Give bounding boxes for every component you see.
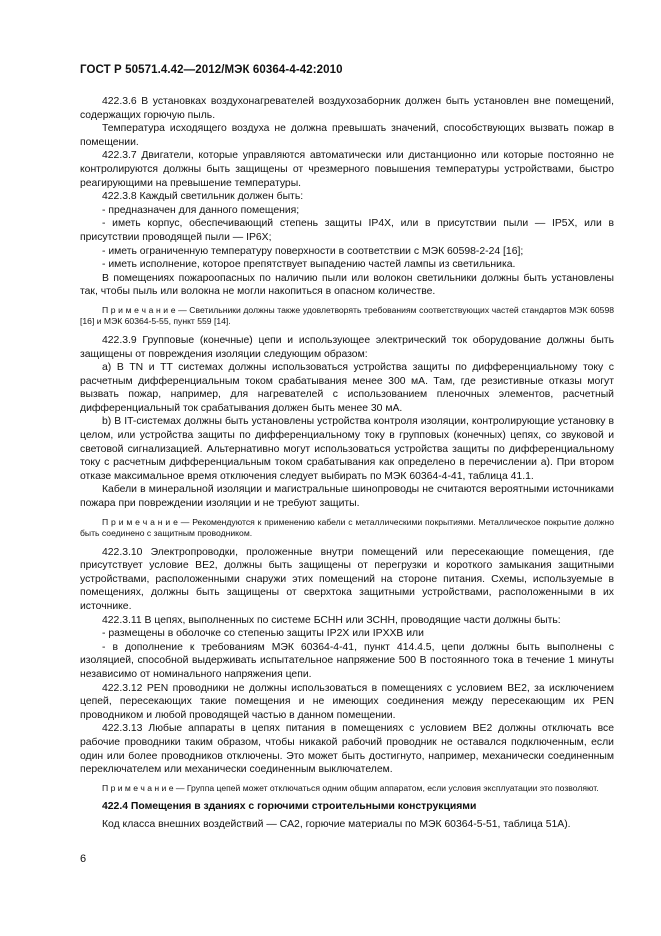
paragraph: В помещениях пожароопасных по наличию пыли или волокон светильники должны быть установлены так, чтобы пыль или волокна не могли накопиться в опасном количестве.	[80, 272, 614, 298]
paragraph: 422.3.12 PEN проводники не должны использоваться в помещениях с условием BE2, за исключением цепей, пересекающих такие помещения и не имеющих соединения между пересекающим их PEN проводником и любой проводящей частью в данном помещении.	[80, 682, 614, 721]
list-item: b) В IT-системах должны быть установлены устройства контроля изоляции, контролирующие установку в целом, или устройства защиты по дифференциальному току в групповых (конечных) цепях, со звуковой и световой сигнализацией. Альтернативно могут использоваться устройства защиты по дифференциальному току с расчетным дифференциальным током срабатывания как определено в перечислении а). При втором отказе максимальное время отключения следует выбирать по МЭК 60364-4-41, таблица 41.1.	[80, 416, 614, 482]
paragraph: 422.3.13 Любые аппараты в цепях питания в помещениях с условием BE2 должны отключать все рабочие проводники таким образом, чтобы никакой рабочий проводник не оставался подключенным, если один или более проводников отключены. Это может быть достигнуто, например, механически соединенным переключателем или механически соединенным выключателем.	[80, 723, 614, 776]
paragraph: Кабели в минеральной изоляции и магистральные шинопроводы не считаются вероятными источниками пожара при повреждении изоляции и не требуют защиты.	[80, 484, 614, 510]
paragraph: Температура исходящего воздуха не должна превышать значений, способствующих вызвать пожар в помещении.	[80, 123, 614, 148]
list-item: - иметь ограниченную температуру поверхности в соответствии с МЭК 60598-2-24 [16];	[102, 245, 524, 257]
section-heading: 422.4 Помещения в зданиях с горючими строительными конструкциями	[102, 801, 477, 813]
page-number: 6	[80, 853, 87, 865]
paragraph: 422.3.11 В цепях, выполненных по системе БСНН или ЗСНН, проводящие части должны быть:	[102, 614, 561, 626]
paragraph: 422.3.6 В установках воздухонагревателей воздухозаборник должен быть установлен вне помещений, содержащих горючую пыль.	[80, 96, 614, 121]
list-item: - иметь корпус, обеспечивающий степень защиты IP4X, или в присутствии пыли — IP5X, или в присутствии проводящей пыли — IP6X;	[80, 218, 614, 243]
list-item: - предназначен для данного помещения;	[102, 204, 300, 216]
list-item: - иметь исполнение, которое препятствует выпадению частей лампы из светильника.	[102, 259, 516, 271]
list-item: - размещены в оболочке со степенью защиты IP2X или IPXXB или	[102, 628, 424, 640]
paragraph: Код класса внешних воздействий — CA2, горючие материалы по МЭК 60364-5-51, таблица 51А).	[102, 818, 571, 830]
paragraph: 422.3.8 Каждый светильник должен быть:	[102, 191, 304, 203]
note: П р и м е ч а н и е — Светильники должны также удовлетворять требованиям соответствующих частей стандартов МЭК 60598 [16] и МЭК 60364-5-55, пункт 559 [14].	[80, 304, 614, 327]
list-item: - в дополнение к требованиям МЭК 60364-4-41, пункт 414.4.5, цепи должны быть выполнены с изоляцией, способной выдерживать испытательное напряжение 500 В постоянного тока в течение 1 минуты независимо от номинального напряжения цепи.	[80, 641, 614, 680]
document-body	[80, 95, 614, 831]
paragraph: 422.3.10 Электропроводки, проложенные внутри помещений или пересекающие помещения, где присутствует условие BE2, должны быть защищены от перегрузки и короткого замыкания защитными устройствами, расположенными снаружи этих помещений на стороне питания. Схемы, используемые в помещениях, должны быть защищены от сверхтока защитными устройствами, расположенными в их источнике.	[80, 546, 614, 612]
note: П р и м е ч а н и е — Рекомендуются к применению кабели с металлическими покрытиями. Металлическое покрытие должно быть соединено с защитным проводником.	[80, 516, 614, 539]
paragraph: 422.3.7 Двигатели, которые управляются автоматически или дистанционно или которые постоянно не контролируются должны быть защищены от чрезмерного повышения температуры устройствами, быстро реагирующими на превышение температуры.	[80, 150, 614, 189]
list-item: a) В TN и TT системах должны использоваться устройства защиты по дифференциальному току с расчетным дифференциальным током срабатывания менее 300 мА. Там, где резистивные отказы могут вызвать пожар, например, для нагревателей с использованием пленочных элементов, расчетный дифференциальный ток срабатывания должен быть менее 30 мА.	[80, 362, 614, 414]
paragraph: 422.3.9 Групповые (конечные) цепи и использующее электрический ток оборудование должны быть защищены от повреждения изоляции следующим образом:	[80, 334, 614, 360]
note: П р и м е ч а н и е — Группа цепей может отключаться одним общим аппаратом, если условия эксплуатации это позволяют.	[102, 782, 599, 793]
document-header: ГОСТ Р 50571.4.42—2012/МЭК 60364-4-42:2010	[80, 64, 343, 76]
